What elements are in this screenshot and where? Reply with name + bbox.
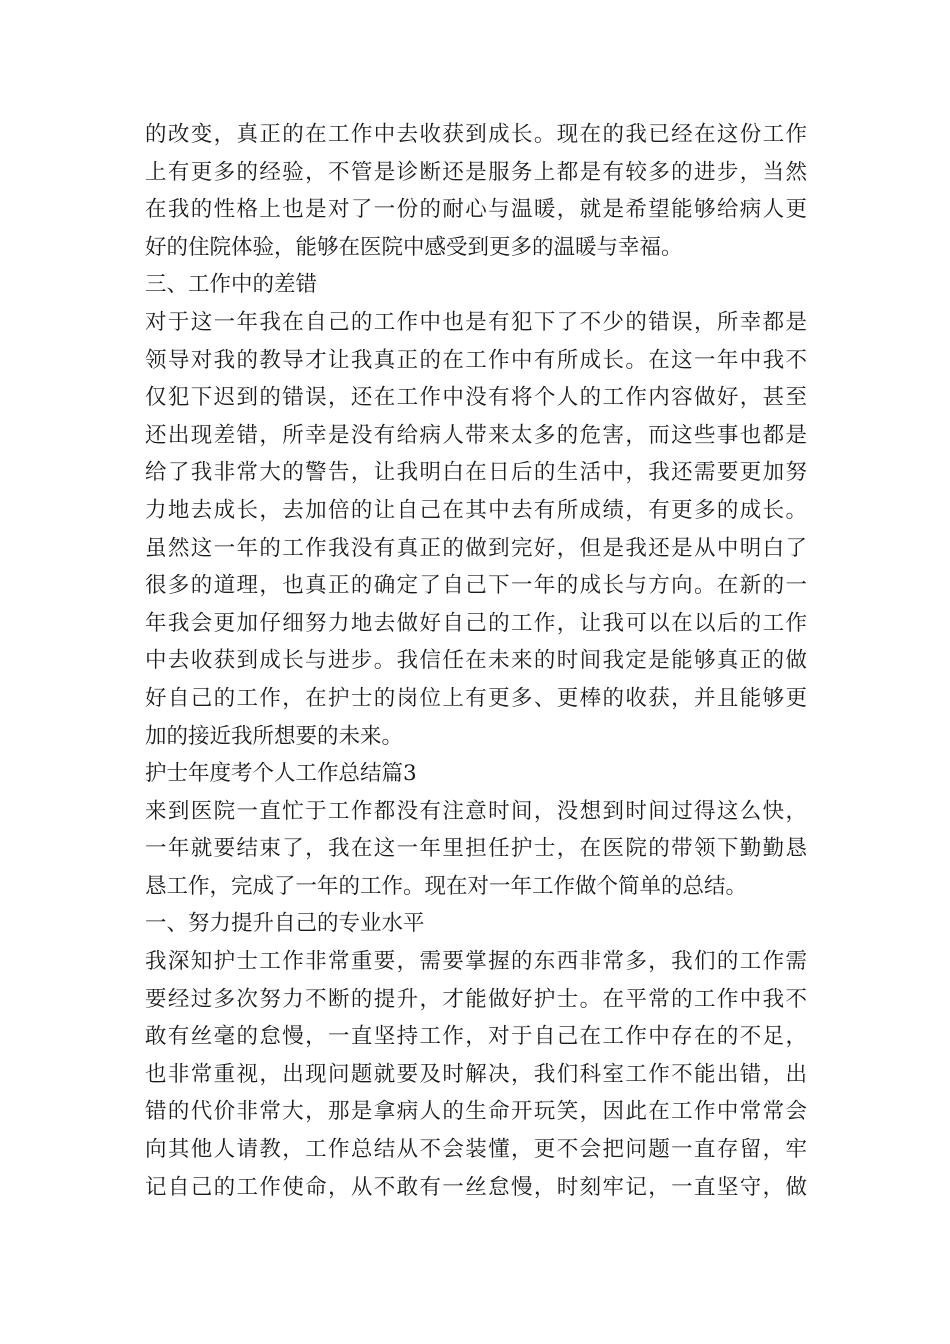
- text-line: 三、工作中的差错: [145, 272, 318, 298]
- text-line: 给了我非常大的警告，让我明白在日后的生活中，我还需要更加努: [145, 460, 807, 486]
- text-line: 虽然这一年的工作我没有真正的做到完好，但是我还是从中明白了: [145, 535, 807, 561]
- text-line: 护士年度考个人工作总结篇3: [145, 761, 417, 787]
- text-line: 很多的道理，也真正的确定了自己下一年的成长与方向。在新的一: [145, 573, 807, 599]
- document-body: [145, 116, 807, 1206]
- text-line: 仅犯下迟到的错误，还在工作中没有将个人的工作内容做好，甚至: [145, 385, 807, 411]
- text-line: 错的代价非常大，那是拿病人的生命开玩笑，因此在工作中常常会: [145, 1099, 807, 1125]
- text-line: 在我的性格上也是对了一份的耐心与温暖，就是希望能够给病人更: [145, 197, 807, 223]
- text-line: 也非常重视，出现问题就要及时解决，我们科室工作不能出错，出: [145, 1061, 807, 1087]
- text-line: 来到医院一直忙于工作都没有注意时间，没想到时间过得这么快，: [145, 798, 807, 824]
- text-line: 加的接近我所想要的未来。: [145, 723, 404, 749]
- text-line: 好的住院体验，能够在医院中感受到更多的温暖与幸福。: [145, 234, 683, 260]
- text-line: 恳工作，完成了一年的工作。现在对一年工作做个简单的总结。: [145, 873, 748, 899]
- text-line: 对于这一年我在自己的工作中也是有犯下了不少的错误，所幸都是: [145, 309, 807, 335]
- text-line: 记自己的工作使命，从不敢有一丝怠慢，时刻牢记，一直坚守，做: [145, 1174, 807, 1200]
- text-line: 年我会更加仔细努力地去做好自己的工作，让我可以在以后的工作: [145, 610, 807, 636]
- text-line: 中去收获到成长与进步。我信任在未来的时间我定是能够真正的做: [145, 648, 807, 674]
- text-line: 要经过多次努力不断的提升，才能做好护士。在平常的工作中我不: [145, 986, 807, 1012]
- text-line: 一、努力提升自己的专业水平: [145, 911, 425, 937]
- text-line: 上有更多的经验，不管是诊断还是服务上都是有较多的进步，当然: [145, 159, 807, 185]
- text-line: 力地去成长，去加倍的让自己在其中去有所成绩，有更多的成长。: [145, 497, 807, 523]
- text-line: 一年就要结束了，我在这一年里担任护士，在医院的带领下勤勤恳: [145, 836, 807, 862]
- text-line: 敢有丝毫的怠慢，一直坚持工作，对于自己在工作中存在的不足，: [145, 1024, 807, 1050]
- text-line: 向其他人请教，工作总结从不会装懂，更不会把问题一直存留，牢: [145, 1137, 807, 1163]
- text-line: 的改变，真正的在工作中去收获到成长。现在的我已经在这份工作: [145, 122, 807, 147]
- text-line: 我深知护士工作非常重要，需要掌握的东西非常多，我们的工作需: [145, 949, 807, 975]
- text-line: 好自己的工作，在护士的岗位上有更多、更棒的收获，并且能够更: [145, 685, 807, 711]
- text-line: 领导对我的教导才让我真正的在工作中有所成长。在这一年中我不: [145, 347, 807, 373]
- text-line: 还出现差错，所幸是没有给病人带来太多的危害，而这些事也都是: [145, 422, 807, 448]
